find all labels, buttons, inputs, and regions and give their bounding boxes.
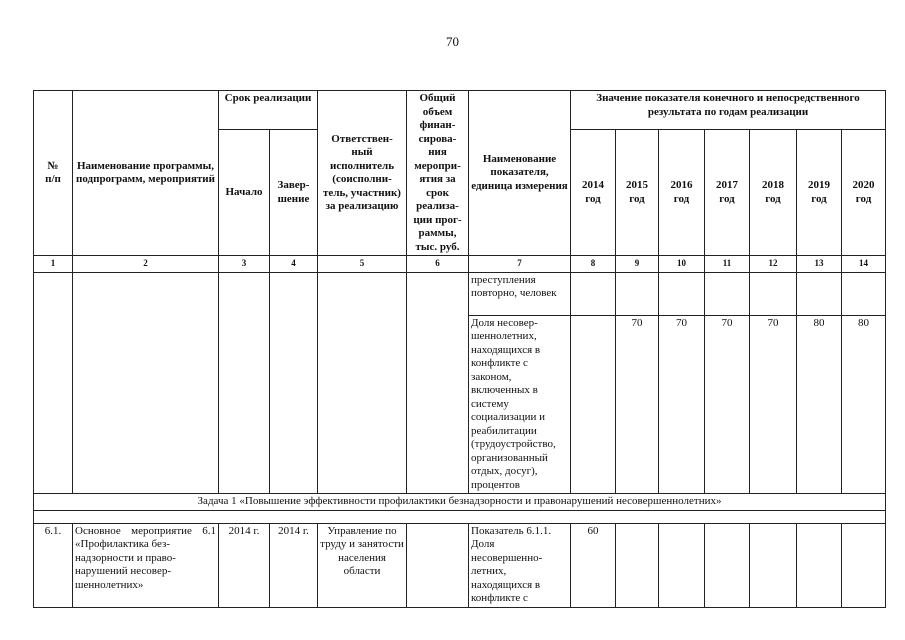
column-number: 1 — [34, 256, 73, 273]
header-name: Наименование программы, подпрограмм, мероприятий — [73, 91, 219, 256]
value-cell: 60 — [571, 523, 616, 607]
column-number: 10 — [659, 256, 705, 273]
page-number: 70 — [446, 34, 459, 49]
value-cell — [750, 272, 797, 315]
header-year: 2015 год — [616, 130, 659, 256]
value-cell — [571, 272, 616, 315]
column-number: 12 — [750, 256, 797, 273]
header-start: Начало — [219, 130, 270, 256]
column-number: 5 — [318, 256, 407, 273]
header-indicator: Наименование показателя, единица измерения — [469, 91, 571, 256]
value-cell — [659, 523, 705, 607]
column-number: 13 — [797, 256, 842, 273]
column-number: 4 — [270, 256, 318, 273]
program-table — [33, 90, 886, 608]
header-end: Завер- шение — [270, 130, 318, 256]
column-number: 3 — [219, 256, 270, 273]
item-funding — [407, 523, 469, 607]
item-executor: Управление по труду и занятости населения области — [318, 523, 407, 607]
column-number: 8 — [571, 256, 616, 273]
value-cell: 70 — [750, 315, 797, 494]
value-cell — [616, 272, 659, 315]
value-cell: 70 — [705, 315, 750, 494]
value-cell: 80 — [797, 315, 842, 494]
cell-empty — [73, 272, 219, 494]
value-cell — [842, 523, 886, 607]
column-number-row — [34, 256, 886, 273]
header-executor: Ответствен- ный исполнитель (соисполни- тель, участник) за реализацию — [318, 91, 407, 256]
value-cell: 80 — [842, 315, 886, 494]
value-cell — [571, 315, 616, 494]
header-year: 2020 год — [842, 130, 886, 256]
cell-empty — [219, 272, 270, 494]
cell-empty — [407, 272, 469, 494]
value-cell — [659, 272, 705, 315]
table-row-continuation — [34, 272, 886, 315]
item-number: 6.1. — [34, 523, 73, 607]
cell-empty — [270, 272, 318, 494]
column-number: 2 — [73, 256, 219, 273]
spacer-cell — [34, 510, 886, 523]
table-row-item — [34, 523, 886, 607]
value-cell: 70 — [616, 315, 659, 494]
column-number: 14 — [842, 256, 886, 273]
value-cell — [797, 272, 842, 315]
column-number: 7 — [469, 256, 571, 273]
header-year: 2018 год — [750, 130, 797, 256]
item-indicator: Показатель 6.1.1. Доля несовершенно- летних, находящихся в конфликте с — [469, 523, 571, 607]
header-year: 2017 год — [705, 130, 750, 256]
spacer-row — [34, 510, 886, 523]
item-end: 2014 г. — [270, 523, 318, 607]
value-cell: 70 — [659, 315, 705, 494]
header-year: 2014 год — [571, 130, 616, 256]
header-funding: Общий объем финан- сирова- ния меропри- ятия за срок реализа- ции прог- раммы, тыс. руб. — [407, 91, 469, 256]
header-values-title: Значение показателя конечного и непосредственного результата по годам реализации — [571, 91, 886, 130]
cell-empty — [318, 272, 407, 494]
task-title: Задача 1 «Повышение эффективности профилактики безнадзорности и правонарушений несовершеннолетних» — [34, 494, 886, 511]
header-year: 2019 год — [797, 130, 842, 256]
value-cell — [842, 272, 886, 315]
column-number: 6 — [407, 256, 469, 273]
value-cell — [750, 523, 797, 607]
indicator-cell: Доля несовер- шеннолетних, находящихся в конфликте с законом, включенных в систему социализации и реабилитации (трудоустройство, организованный отдых, досуг), процентов — [469, 315, 571, 494]
header-no: № п/п — [34, 91, 73, 256]
value-cell — [705, 523, 750, 607]
indicator-cell: преступления повторно, человек — [469, 272, 571, 315]
header-term: Срок реализации — [219, 91, 318, 130]
value-cell — [705, 272, 750, 315]
cell-empty — [34, 272, 73, 494]
task-row — [34, 494, 886, 511]
header-row-1 — [34, 91, 886, 130]
column-number: 11 — [705, 256, 750, 273]
header-year: 2016 год — [659, 130, 705, 256]
item-name: Основное мероприятие 6.1 «Профилактика без- надзорности и право- нарушений несовер- шеннолетних» — [73, 523, 219, 607]
value-cell — [616, 523, 659, 607]
column-number: 9 — [616, 256, 659, 273]
item-start: 2014 г. — [219, 523, 270, 607]
value-cell — [797, 523, 842, 607]
